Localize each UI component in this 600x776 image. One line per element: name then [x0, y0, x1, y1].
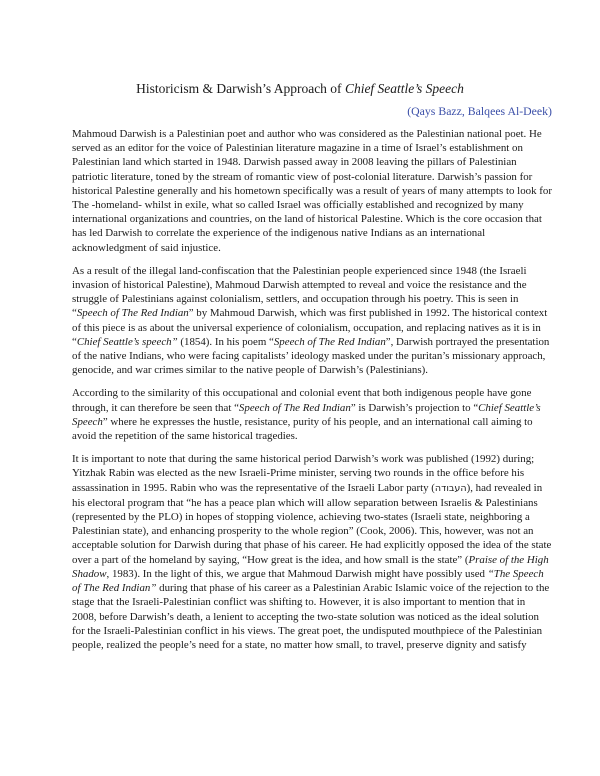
title-text: Historicism & Darwish’s Approach of: [136, 81, 345, 96]
text-run: (1854). In his poem “: [177, 335, 274, 348]
text-run: According to the similarity of this occupational and colonial event that both indigenous people have gone through, it can therefore be seen that “: [72, 387, 532, 414]
work-title: Speech of The Red Indian: [76, 307, 189, 320]
text-run: ” is Darwish’s projection to “: [350, 401, 479, 414]
text-run: ” where he expresses the hustle, resistance, purity of his people, and an international call aiming to avoid the repetition of the same historical tragedies.: [72, 415, 533, 443]
paragraph-4: [72, 452, 552, 652]
hebrew-party-name: העבודה: [434, 482, 467, 494]
text-run: As a result of the illegal land-confiscation that the Palestinian people experienced since 1948 (the Israeli invasion of historical Palestine), Mahmoud Darwish attempted to reveal and voice the resistance and the struggle of Palestinians against colonialism, settlers, and occupation through his poetry. This is seen in “: [72, 264, 527, 320]
paragraph-3: [72, 386, 552, 443]
text-run: ), had revealed in his electoral program that “he has a peace plan which will allow separation between Israelis & Palestinians (represented by the PLO) in hopes of stopping violence, achieving two-states (Israeli state, neighboring a Palestinian state), and enhancing prosperity to the whole region” (Cook, 2006). This, however, was not an acceptable solution for Darwish during that phase of his career. He had explicitly opposed the idea of the state over a part of the homeland by saying, “How great is the idea, and how small is the state” (: [72, 481, 552, 566]
authors-line: (Qays Bazz, Balqees Al-Deek): [407, 104, 552, 118]
text-run: ”, Darwish portrayed the presentation of the native Indians, who were facing capitalists’ ideology masked under the puritan’s missionary approach, genocide, and war crimes similar to the native people of Darwish’s (Palestinians).: [72, 335, 550, 377]
text-run: during that phase of his career as a Palestinian Arabic Islamic voice of the rejection to the stage that the Israeli-Palestinian conflict was shifting to. However, it is also important to mention that in 2008, before Darwish’s death, a lenient to accepting the two-state solution was noticed as the ideal solution for the Israeli-Palestinian conflict in his views. The great poet, the undisputed mouthpiece of the Palestinian people, realized the people’s need for a state, no matter how small, to travel, preserve dignity and satisfy: [72, 582, 550, 651]
article-body: [72, 127, 552, 661]
work-title: Chief Seattle’s Speech: [72, 401, 541, 428]
work-title: Praise of the High Shadow: [72, 553, 549, 580]
text-run: ” by Mahmoud Darwish, which was first published in 1992. The historical context of this piece is as about the universal experience of colonialism, occupation, and replacing natives as it is in “: [72, 307, 548, 348]
text-run: It is important to note that during the same historical period Darwish’s work was published (1992) during; Yitzhak Rabin was elected as the new Israeli-Prime minister, serving two rounds in the office before his assassination in 1995. Rabin who was the representative of the Israeli Labor party (: [72, 453, 535, 494]
text-run: , 1983). In the light of this, we argue that Mahmoud Darwish might have possibly used: [106, 567, 488, 580]
document-title: [0, 81, 600, 97]
work-title: Chief Seattle’s speech”: [76, 335, 178, 348]
paragraph-2: [72, 264, 552, 378]
work-title: “The Speech of The Red Indian”: [72, 567, 544, 595]
title-italic-text: Chief Seattle’s Speech: [344, 81, 464, 96]
work-title: Speech of The Red Indian: [273, 335, 386, 348]
paragraph-1: Mahmoud Darwish is a Palestinian poet and author who was considered as the Palestinian national poet. He served as an editor for the voice of Palestinian literature magazine in a time of Israel’s establishment on Palestinian land which started in 1948. Darwish passed away in 2008 leaving the pillars of Palestinian patriotic literature, toned by the stream of romantic view of post-colonial literature. Darwish’s passion for historical Palestine generally and his hometown specifically was a result of years of many attempts to look for The -homeland- whilst in exile, what so called Israel was officially established and recognized by many international organizations and countries, on the land of historical Palestine. Which is the core occasion that has led Darwish to correlate the experience of the indigenous native Indians as an international acknowledgment of said injustice.: [72, 128, 552, 254]
work-title: Speech of The Red Indian: [238, 401, 351, 414]
